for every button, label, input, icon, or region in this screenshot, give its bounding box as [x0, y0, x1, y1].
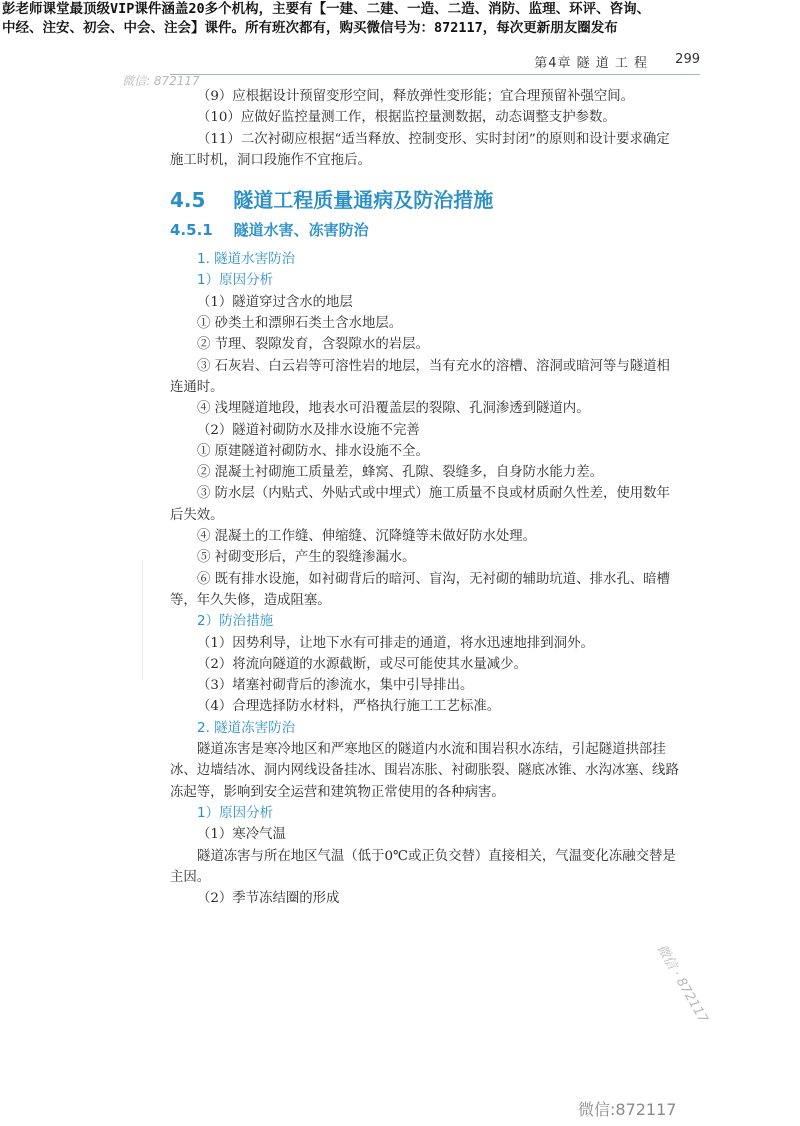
- heading-prevention-measures: 2）防治措施: [197, 613, 274, 630]
- promo-banner: [0, 0, 800, 38]
- list-item: ① 原建隧道衬砌防水、排水设施不全。: [197, 443, 429, 459]
- list-item: 后失效。: [170, 507, 224, 523]
- list-item: ④ 混凝土的工作缝、伸缩缝、沉降缝等未做好防水处理。: [197, 529, 537, 545]
- watermark-bottom-right: 微信 · 872117: [653, 942, 711, 1026]
- page-header: [170, 52, 700, 75]
- heading-cause-analysis: 1）原因分析: [197, 804, 274, 821]
- list-item: ② 节理、裂隙发育，含裂隙水的岩层。: [197, 337, 429, 353]
- heading-water-damage: 1. 隧道水害防治: [197, 251, 296, 268]
- list-item: （1）隧道穿过含水的地层: [197, 294, 353, 310]
- list-item: （4）合理选择防水材料，严格执行施工工艺标准。: [197, 699, 501, 715]
- promo-banner-line-2: 中经、注安、初会、中会、注会】课件。所有班次都有，购买微信号为：872117，每次更新朋友圈发布: [2, 20, 618, 36]
- page-body: [170, 86, 700, 909]
- list-item: 等，年久失修，造成阻塞。: [170, 592, 331, 608]
- list-item: （2）季节冻结圈的形成: [197, 891, 340, 907]
- heading-cause-analysis: 1）原因分析: [197, 272, 274, 289]
- section-title: 4.5 隧道工程质量通病及防治措施: [170, 188, 494, 213]
- list-item: ① 砂类土和漂卵石类土含水地层。: [197, 316, 403, 332]
- list-item: ③ 防水层（内贴式、外贴式或中埋式）施工质量不良或材质耐久性差，使用数年: [197, 486, 670, 502]
- paragraph: 冰、边墙结冰、洞内网线设备挂冰、围岩冻胀、衬砌胀裂、隧底冰锥、水沟冰塞、线路: [170, 763, 679, 779]
- heading-frost-damage: 2. 隧道冻害防治: [197, 719, 296, 736]
- list-item: ⑤ 衬砌变形后，产生的裂缝渗漏水。: [197, 550, 416, 566]
- subsection-title: 4.5.1 隧道水害、冻害防治: [170, 221, 369, 240]
- promo-banner-line-1: 彭老师课堂最顶级VIP课件涵盖20多个机构，主要有【一建、二建、一造、二造、消防、监理、环评、咨询、: [2, 1, 651, 17]
- scan-artifact-line: [142, 560, 143, 680]
- paragraph: （9）应根据设计预留变形空间，释放弹性变形能；宜合理预留补强空间。: [197, 89, 635, 104]
- list-item: ⑥ 既有排水设施，如衬砌背后的暗河、盲沟，无衬砌的辅助坑道、排水孔、暗槽: [197, 571, 670, 587]
- running-head: 第4章 隧 道 工 程: [534, 56, 648, 71]
- list-item: （2）将流向隧道的水源截断，或尽可能使其水量减少。: [197, 656, 527, 672]
- list-item: 连通时。: [170, 379, 224, 395]
- list-item: （1）寒冷气温: [197, 827, 286, 843]
- list-item: ③ 石灰岩、白云岩等可溶性岩的地层，当有充水的溶槽、溶洞或暗河等与隧道相: [197, 358, 670, 374]
- paragraph: 主因。: [170, 869, 211, 885]
- watermark-bottom: 微信:872117: [578, 1100, 677, 1119]
- paragraph: 冻起等，影响到安全运营和建筑物正常使用的各种病害。: [170, 784, 505, 800]
- watermark-top: 微信: 872117: [122, 74, 200, 88]
- page-number: 299: [675, 52, 700, 67]
- paragraph: （10）应做好监控量测工作，根据监控量测数据，动态调整支护参数。: [197, 110, 616, 126]
- paragraph: 隧道冻害与所在地区气温（低于0℃或正负交替）直接相关，气温变化冻融交替是: [197, 848, 676, 864]
- list-item: （3）堵塞衬砌背后的渗流水，集中引导排出。: [197, 678, 474, 694]
- list-item: ④ 浅埋隧道地段，地表水可沿覆盖层的裂隙、孔洞渗透到隧道内。: [197, 401, 590, 417]
- paragraph: （11）二次衬砌应根据“适当释放、控制变形、实时封闭”的原则和设计要求确定: [197, 131, 670, 147]
- paragraph: 隧道冻害是寒冷地区和严寒地区的隧道内水流和围岩积水冻结，引起隧道拱部挂: [197, 742, 666, 758]
- list-item: ② 混凝土衬砌施工质量差，蜂窝、孔隙、裂缝多，自身防水能力差。: [197, 465, 603, 481]
- list-item: （2）隧道衬砌防水及排水设施不完善: [197, 422, 420, 438]
- list-item: （1）因势利导，让地下水有可排走的通道，将水迅速地排到洞外。: [197, 635, 594, 651]
- paragraph: 施工时机，洞口段施作不宜拖后。: [170, 152, 371, 168]
